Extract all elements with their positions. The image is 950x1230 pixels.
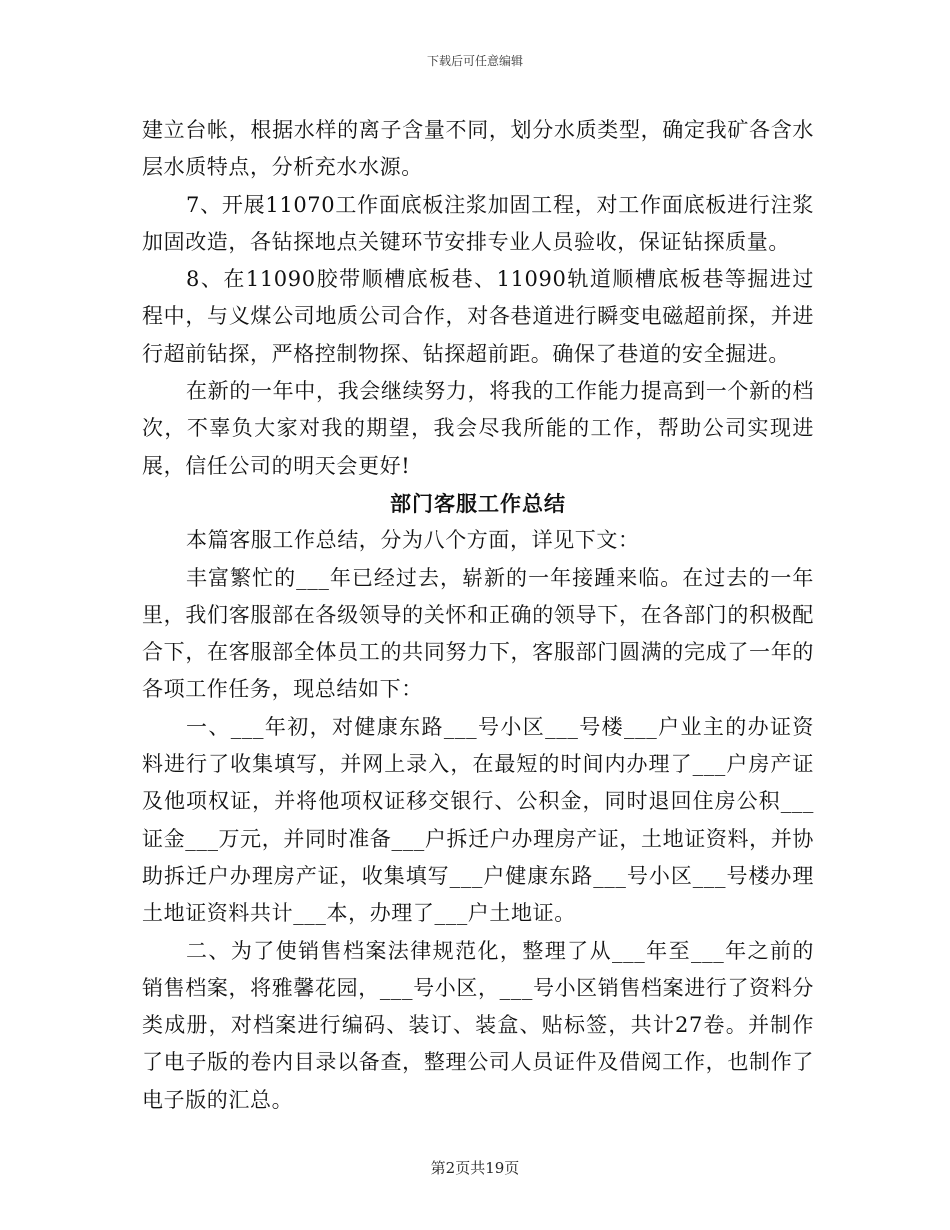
section-title: 部门客服工作总结 xyxy=(390,490,566,516)
paragraph-point-2: 二、为了使销售档案法律规范化，整理了从___年至___年之前的销售档案，将雅馨花园，___号小区，___号小区销售档案进行了资料分类成册，对档案进行编码、装订、装盒、贴标签，共计27卷。并制作了电子版的卷内目录以备查，整理公司人员证件及借阅工作，也制作了电子版的汇总。 xyxy=(142,938,814,1112)
paragraph-item-7: 7、开展11070工作面底板注浆加固工程，对工作面底板进行注浆加固改造，各钻探地点关键环节安排专业人员验收，保证钻探质量。 xyxy=(142,192,814,254)
page-content xyxy=(142,112,814,1119)
page-footer: 第2页共19页 xyxy=(430,1159,520,1177)
paragraph-opening: 丰富繁忙的___年已经过去，崭新的一年接踵来临。在过去的一年里，我们客服部在各级领导的关怀和正确的领导下，在各部门的积极配合下，在客服部全体员工的共同努力下，客服部门圆满的完成了一年的各项工作任务，现总结如下： xyxy=(142,565,814,702)
paragraph-point-1: 一、___年初，对健康东路___号小区___号楼___户业主的办证资料进行了收集填写，并网上录入，在最短的时间内办理了___户房产证及他项权证，并将他项权证移交银行、公积金，同时退回住房公积___证金___万元，并同时准备___户拆迁户办理房产证，土地证资料，并协助拆迁户办理房产证，收集填写___户健康东路___号小区___号楼办理土地证资料共计___本，办理了___户土地证。 xyxy=(142,714,814,926)
paragraph-continuation: 建立台帐，根据水样的离子含量不同，划分水质类型，确定我矿各含水层水质特点，分析充水水源。 xyxy=(142,118,814,180)
paragraph-closing: 在新的一年中，我会继续努力，将我的工作能力提高到一个新的档次，不辜负大家对我的期望，我会尽我所能的工作，帮助公司实现进展，信任公司的明天会更好! xyxy=(142,379,814,478)
paragraph-item-8: 8、在11090胶带顺槽底板巷、11090轨道顺槽底板巷等掘进过程中，与义煤公司地质公司合作，对各巷道进行瞬变电磁超前探，并进行超前钻探，严格控制物探、钻探超前距。确保了巷道的安全掘进。 xyxy=(142,267,814,366)
page-header: 下载后可任意编辑 xyxy=(426,54,523,68)
paragraph-intro: 本篇客服工作总结，分为八个方面，详见下文： xyxy=(186,528,640,553)
